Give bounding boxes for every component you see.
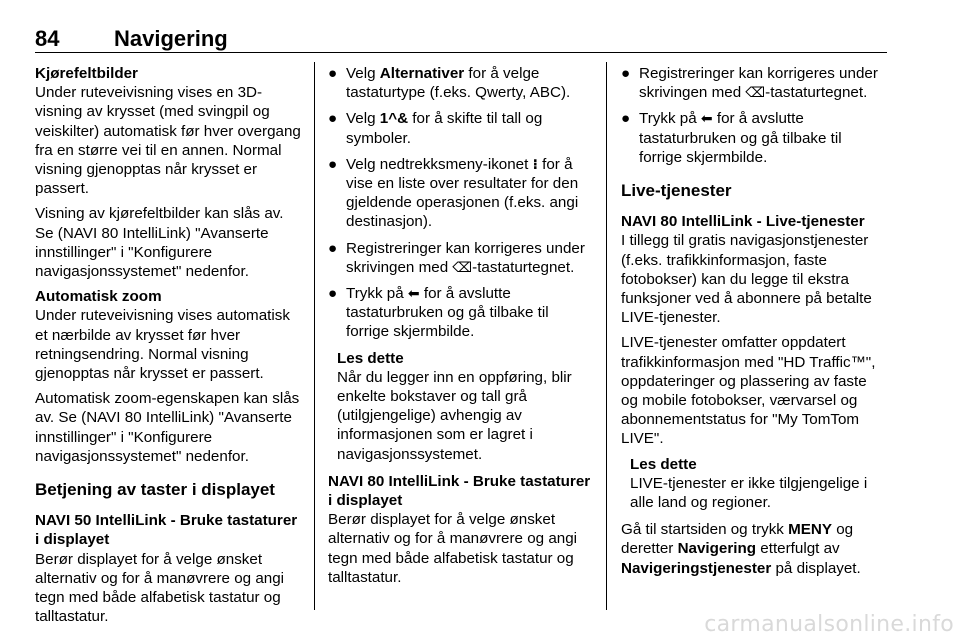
- subheading-auto-zoom: Automatisk zoom: [35, 288, 162, 306]
- subheading-navi50-keyboards: NAVI 50 IntelliLink - Bruke tastaturer i displayet: [35, 512, 298, 549]
- column-1: [35, 64, 301, 632]
- ui-term: Navigering: [677, 540, 757, 558]
- bullet-item: ● Registreringer kan korrigeres under skrivingen med ⌫-tastaturtegnet.: [621, 65, 878, 102]
- bullet-dot-icon: ●: [621, 110, 631, 128]
- section-heading-keys: Betjening av taster i displayet: [35, 480, 275, 500]
- bullet-dot-icon: ●: [621, 65, 631, 82]
- bullet-item: ● Registreringer kan korrigeres under skrivingen med ⌫-tastaturtegnet.: [328, 239, 585, 276]
- column-divider-1: [314, 62, 315, 610]
- subheading-lane-images: Kjørefeltbilder: [35, 65, 138, 82]
- section-auto-zoom: [35, 287, 301, 466]
- paragraph: Automatisk zoom-egenskapen kan slås av. Se (NAVI 80 IntelliLink) "Avanserte innstillinger" i "Konfigurere navigasjonssystemet" nedenfor.: [35, 390, 300, 465]
- note-box: [328, 349, 592, 464]
- dropdown-list-icon: ⁝: [532, 155, 538, 172]
- note-text: Når du legger inn en oppføring, blir enkelte bokstaver og tall grå (utilgjengelige) avhengig av informasjonen som er lagret i navigasjonssystemet.: [337, 368, 572, 463]
- bullet-item: ● Trykk på ⬅ for å avslutte tastaturbruken og gå tilbake til forrige skjermbilde.: [328, 285, 549, 341]
- column-divider-2: [606, 62, 607, 610]
- bullet-item: ● Velg Alternativer for å velge tastaturtype (f.eks. Qwerty, ABC).: [328, 65, 571, 102]
- back-arrow-icon: ⬅: [700, 110, 713, 127]
- paragraph: I tillegg til gratis navigasjonstjenester (f.eks. trafikkinformasjon, faste fotobokser) kan du legge til ekstra funksjoner ved å abonnere på betalte LIVE-tjenester.: [621, 232, 872, 327]
- ui-term: MENY: [788, 521, 833, 539]
- bullet-dot-icon: ●: [328, 110, 338, 128]
- bullet-item: ● Trykk på ⬅ for å avslutte tastaturbruken og gå tilbake til forrige skjermbilde.: [621, 110, 842, 166]
- section-navi80-keyboards: [328, 472, 592, 587]
- bullet-item: ● Velg nedtrekksmeny-ikonet ⁝ for å vise en liste over resultater for den gjeldende operasjonen (f.eks. angi destinasjon).: [328, 155, 579, 231]
- header-divider: [35, 52, 887, 53]
- subheading-navi80-live: NAVI 80 IntelliLink - Live-tjenester: [621, 213, 865, 231]
- chapter-title: Navigering: [114, 26, 228, 51]
- back-arrow-icon: ⬅: [407, 285, 420, 302]
- ui-term: 1^&: [379, 110, 409, 128]
- section-heading-live: Live-tjenester: [621, 181, 732, 201]
- ui-term: Navigeringstjenester: [621, 559, 772, 577]
- bullet-dot-icon: ●: [328, 239, 338, 257]
- paragraph: Berør displayet for å velge ønsket alternativ og for å manøvrere og angi tegn med både alfabetisk tastatur og talltastatur.: [328, 511, 578, 586]
- bullet-item: ● Velg 1^& for å skifte til tall og symboler.: [328, 110, 543, 147]
- paragraph: LIVE-tjenester omfatter oppdatert trafikkinformasjon med "HD Traffic™", oppdateringer og plassering av faste og mobile fotobokser, værvarsel og abonnementstatus for "My TomTom LIVE".: [621, 334, 876, 448]
- note-title: Les dette: [630, 455, 697, 473]
- section-navi80-live: [621, 212, 887, 448]
- paragraph: Berør displayet for å velge ønsket alternativ og for å manøvrere og angi tegn med både alfabetisk tastatur og talltastatur.: [35, 550, 285, 626]
- bullet-dot-icon: ●: [328, 65, 338, 82]
- note-title: Les dette: [337, 349, 404, 367]
- watermark: carmanualsonline.info: [704, 612, 954, 637]
- section-navi50-keyboards: [35, 511, 301, 626]
- paragraph: Under ruteveivisning vises automatisk et nærbilde av krysset før hver retningsendring. Normal visning gjenopptas når krysset er passert.: [35, 307, 290, 383]
- paragraph-final: Gå til startsiden og trykk MENY og deretter Navigering etterfulgt av Navigeringstjenester på displayet.: [621, 521, 861, 577]
- note-text: LIVE-tjenester er ikke tilgjengelige i alle land og regioner.: [630, 474, 868, 512]
- page-number: 84: [35, 26, 60, 51]
- section-lane-images: [35, 64, 301, 281]
- column-2: [328, 64, 592, 593]
- backspace-icon: ⌫: [745, 84, 766, 101]
- subheading-navi80-keyboards: NAVI 80 IntelliLink - Bruke tastaturer i displayet: [328, 472, 591, 510]
- page-header: [35, 26, 887, 54]
- paragraph: Visning av kjørefeltbilder kan slås av. Se (NAVI 80 IntelliLink) "Avanserte innstillinger" i "Konfigurere navigasjonssystemet" nedenfor.: [35, 205, 284, 281]
- bullet-dot-icon: ●: [328, 285, 338, 303]
- column-3: [621, 64, 887, 584]
- bullet-dot-icon: ●: [328, 155, 338, 173]
- paragraph: Under ruteveivisning vises en 3D-visning av krysset (med svingpil og veiskilter) automatisk før hver overgang fra en større vei til en annen. Normal visning gjenopptas når krysset er passert.: [35, 84, 301, 198]
- backspace-icon: ⌫: [452, 258, 473, 275]
- ui-term: Alternativer: [379, 65, 465, 82]
- note-box: [621, 455, 887, 513]
